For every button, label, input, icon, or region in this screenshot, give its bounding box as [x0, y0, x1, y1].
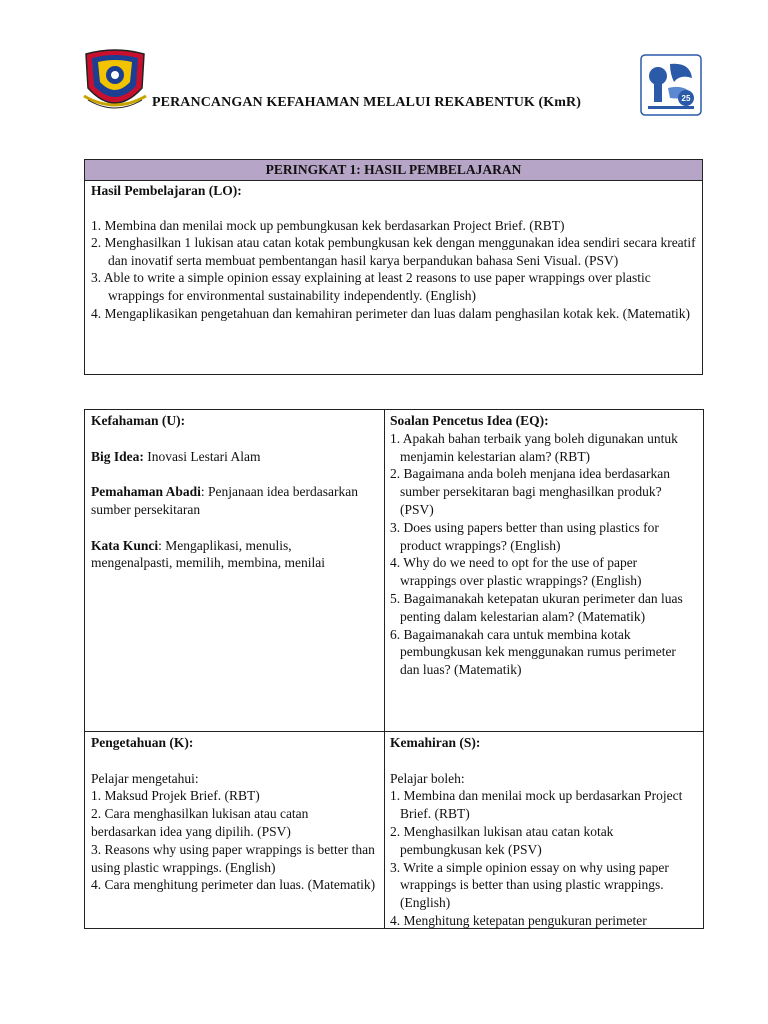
skills-item: 1. Membina dan menilai mock up berdasarkan Project Brief. (RBT) — [390, 788, 683, 822]
outcome-item: 4. Mengaplikasikan pengetahuan dan kemahiran perimeter dan luas dalam penghasilan kotak kek. (Matematik) — [91, 305, 691, 321]
skills-cell — [390, 734, 695, 930]
big-idea: Big Idea: Inovasi Lestari Alam — [91, 448, 261, 464]
knowledge-item: 4. Cara menghitung perimeter dan luas. (Matematik) — [91, 877, 376, 893]
enduring-understanding: Pemahaman Abadi: Penjanaan idea berdasarkan sumber persekitaran — [91, 484, 358, 517]
eq-item: 5. Bagaimanakah ketepatan ukuran perimeter dan luas penting dalam kelestarian alam? (Matematik) — [390, 590, 683, 624]
svg-text:25: 25 — [681, 94, 691, 103]
skills-intro: Pelajar boleh: — [390, 770, 465, 786]
knowledge-cell — [91, 734, 376, 894]
knowledge-item: 3. Reasons why using paper wrappings is better than using plastic wrappings. (English) — [91, 841, 375, 875]
knowledge-item: 2. Cara menghasilkan lukisan atau catan berdasarkan idea yang dipilih. (PSV) — [91, 806, 309, 839]
row-divider — [85, 731, 703, 732]
eq-list — [390, 430, 695, 679]
eq-item: 6. Bagaimanakah cara untuk membina kotak pembungkusan kek menggunakan rumus perimeter dan luas? (Matematik) — [390, 626, 676, 678]
knowledge-intro: Pelajar mengetahui: — [91, 770, 199, 786]
eq-item: 3. Does using papers better than using plastics for product wrappings? (English) — [390, 519, 659, 553]
skills-item: 3. Write a simple opinion essay on why using paper wrappings is better than using plastic wrappings. (English) — [390, 859, 669, 911]
eq-item: 4. Why do we need to opt for the use of paper wrappings over plastic wrappings? (English) — [390, 555, 642, 589]
learning-outcomes-table — [84, 159, 703, 375]
eq-item: 2. Bagaimana anda boleh menjana idea berdasarkan sumber persekitaran bagi menghasilkan produk? (PSV) — [390, 466, 670, 517]
anniversary-25-logo — [640, 54, 702, 116]
skills-heading: Kemahiran (S): — [390, 735, 481, 750]
eq-heading: Soalan Pencetus Idea (EQ): — [390, 413, 549, 428]
school-crest-logo — [80, 48, 150, 114]
column-divider — [384, 410, 385, 928]
level1-heading: PERINGKAT 1: HASIL PEMBELAJARAN — [85, 160, 702, 181]
outcome-item: 3. Able to write a simple opinion essay explaining at least 2 reasons to use paper wrappings over plastic wrappings for environmental sustainability independently. (English) — [91, 270, 651, 303]
understanding-heading: Kefahaman (U): — [91, 413, 186, 428]
knowledge-heading: Pengetahuan (K): — [91, 735, 194, 750]
keywords: Kata Kunci: Mengaplikasi, menulis, mengenalpasti, memilih, membina, menilai — [91, 537, 325, 571]
understanding-grid-table — [84, 409, 704, 929]
skills-list — [390, 787, 695, 929]
lo-label: Hasil Pembelajaran (LO): — [91, 183, 242, 198]
essential-questions-cell — [390, 412, 695, 679]
skills-item: 4. Menghitung ketepatan pengukuran perimeter — [390, 912, 647, 928]
knowledge-item: 1. Maksud Projek Brief. (RBT) — [91, 788, 260, 804]
skills-item: 2. Menghasilkan lukisan atau catan kotak pembungkusan kek (PSV) — [390, 823, 614, 857]
understanding-cell — [91, 412, 376, 572]
outcome-item: 2. Menghasilkan 1 lukisan atau catan kotak pembungkusan kek dengan menggunakan idea sendiri secara kreatif dan inovatif serta membuat pembentangan hasil karya berpandukan bahasa Seni Visual. (PSV) — [91, 235, 696, 268]
eq-item: 1. Apakah bahan terbaik yang boleh digunakan untuk menjamin kelestarian alam? (RBT) — [390, 430, 678, 464]
document-title: PERANCANGAN KEFAHAMAN MELALUI REKABENTUK (KmR) — [152, 95, 582, 110]
outcome-item: 1. Membina dan menilai mock up pembungkusan kek berdasarkan Project Brief. (RBT) — [91, 217, 565, 233]
outcomes-list — [91, 217, 697, 323]
